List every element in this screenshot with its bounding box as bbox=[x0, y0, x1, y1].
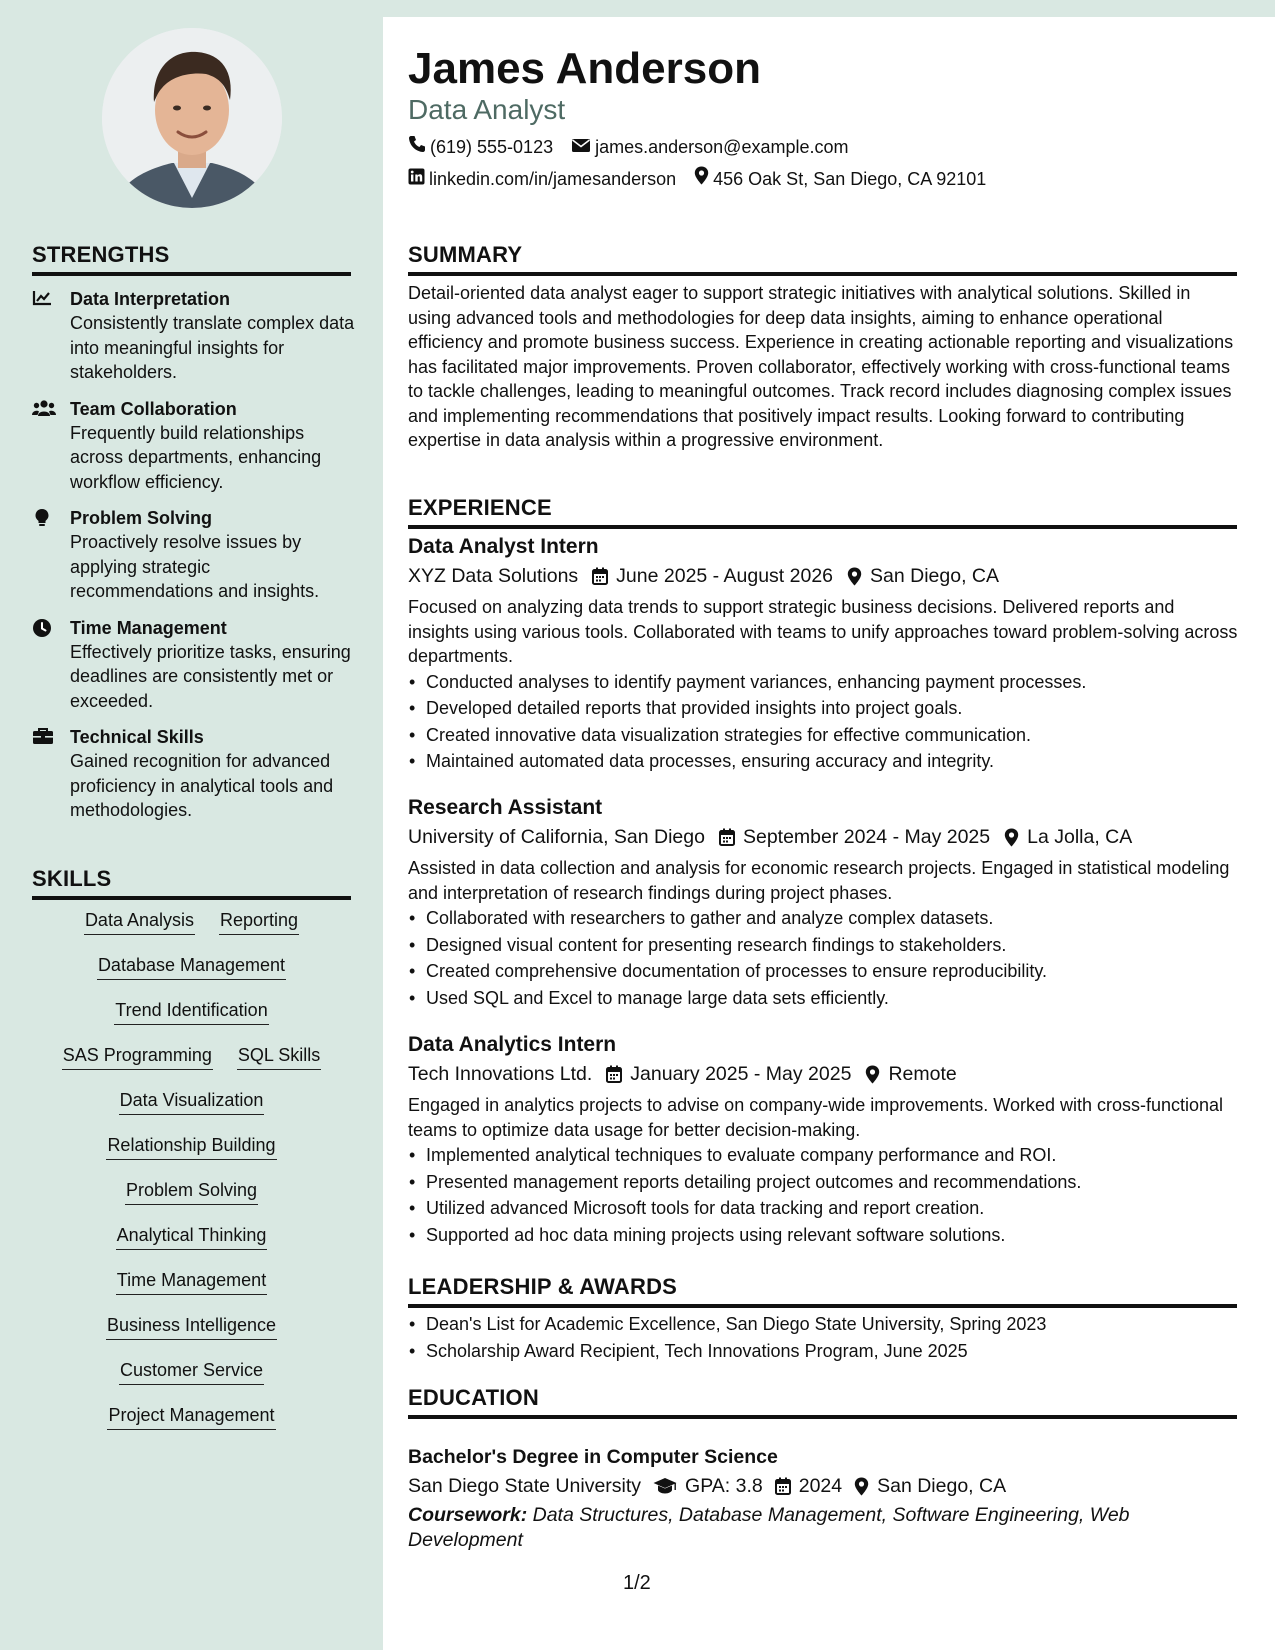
list-item: • Collaborated with researchers to gather and analyze complex datasets. bbox=[426, 905, 1238, 932]
coursework-label: Coursework: bbox=[408, 1504, 528, 1526]
skill-tag: Customer Service bbox=[119, 1358, 264, 1385]
strength-desc: Frequently build relationships across departments, enhancing workflow efficiency. bbox=[70, 422, 322, 492]
graduation-cap-icon bbox=[653, 1477, 677, 1495]
strength-item bbox=[32, 287, 357, 385]
company-name: University of California, San Diego bbox=[408, 826, 705, 848]
skill-tag: Analytical Thinking bbox=[116, 1223, 268, 1250]
job-description: Engaged in analytics projects to advise on company-wide improvements. Worked with cross-functional teams to optimize data usage for better decision-making. bbox=[408, 1095, 1224, 1140]
strength-item bbox=[32, 397, 357, 495]
skill-tag: Relationship Building bbox=[106, 1133, 276, 1160]
skill-tag: Problem Solving bbox=[125, 1178, 258, 1205]
coursework-list: Data Structures, Database Management, Software Engineering, Web Development bbox=[408, 1504, 1130, 1551]
map-marker-icon bbox=[1004, 828, 1019, 847]
candidate-name: James Anderson bbox=[408, 44, 761, 93]
envelope-icon bbox=[571, 135, 591, 159]
calendar-icon bbox=[719, 828, 735, 846]
experience-heading: EXPERIENCE bbox=[408, 495, 1237, 529]
strengths-heading: STRENGTHS bbox=[32, 242, 351, 276]
list-item: • Created comprehensive documentation of processes to ensure reproducibility. bbox=[426, 958, 1238, 985]
contact-row-2 bbox=[408, 166, 986, 191]
strengths-list bbox=[32, 287, 357, 835]
strength-item bbox=[32, 725, 357, 823]
list-item: • Utilized advanced Microsoft tools for data tracking and report creation. bbox=[426, 1195, 1238, 1222]
job-position: Data Analytics Intern bbox=[408, 1033, 617, 1056]
main-content bbox=[383, 17, 1275, 1650]
map-marker-icon bbox=[847, 567, 862, 586]
job-location: La Jolla, CA bbox=[1027, 826, 1133, 848]
map-marker-icon bbox=[694, 166, 709, 191]
job-description: Assisted in data collection and analysis for economic research projects. Engaged in statistical modeling and interpretation of research findings during project phases. bbox=[408, 858, 1230, 903]
strength-title: Time Management bbox=[70, 617, 227, 638]
gpa: GPA: 3.8 bbox=[685, 1475, 763, 1497]
skill-tag: Data Visualization bbox=[119, 1088, 265, 1115]
strength-title: Team Collaboration bbox=[70, 398, 237, 419]
job-position: Research Assistant bbox=[408, 796, 603, 819]
summary-heading: SUMMARY bbox=[408, 242, 1237, 276]
list-item: • Maintained automated data processes, ensuring accuracy and integrity. bbox=[426, 748, 1238, 775]
skill-tag: Database Management bbox=[97, 953, 286, 980]
list-item: • Used SQL and Excel to manage large data sets efficiently. bbox=[426, 985, 1238, 1012]
skill-tag: Business Intelligence bbox=[106, 1313, 277, 1340]
list-item: • Scholarship Award Recipient, Tech Innovations Program, June 2025 bbox=[426, 1338, 1238, 1365]
toolbox-icon bbox=[32, 732, 54, 749]
education-heading: EDUCATION bbox=[408, 1385, 1237, 1419]
awards-heading: LEADERSHIP & AWARDS bbox=[408, 1274, 1237, 1308]
graduation-year: 2024 bbox=[798, 1475, 843, 1497]
phone-number[interactable]: (619) 555-0123 bbox=[430, 137, 554, 157]
job-position: Data Analyst Intern bbox=[408, 535, 599, 558]
clock-icon bbox=[32, 625, 52, 642]
job-description: Focused on analyzing data trends to support strategic business decisions. Delivered reports and insights using various tools. Collaborated with teams to unify approaches toward problem-solving across departments. bbox=[408, 597, 1238, 666]
skills-heading: SKILLS bbox=[32, 866, 351, 900]
calendar-icon bbox=[606, 1065, 622, 1083]
list-item: • Implemented analytical techniques to evaluate company performance and ROI. bbox=[426, 1142, 1238, 1169]
users-icon bbox=[32, 404, 56, 421]
education-section bbox=[408, 1443, 1238, 1552]
map-marker-icon bbox=[854, 1477, 869, 1496]
job-dates: June 2025 - August 2026 bbox=[616, 565, 834, 587]
skill-tag: SQL Skills bbox=[237, 1043, 321, 1070]
strength-item bbox=[32, 506, 357, 604]
list-item: • Supported ad hoc data mining projects using relevant software solutions. bbox=[426, 1222, 1238, 1249]
skill-tag: Trend Identification bbox=[114, 998, 268, 1025]
chart-line-icon bbox=[32, 294, 52, 311]
job-location: San Diego, CA bbox=[870, 565, 1000, 587]
list-item: • Conducted analyses to identify payment variances, enhancing payment processes. bbox=[426, 669, 1238, 696]
job-bullets bbox=[408, 905, 1238, 1011]
address: 456 Oak St, San Diego, CA 92101 bbox=[713, 168, 987, 189]
job-entry bbox=[408, 1031, 1238, 1248]
strength-desc: Effectively prioritize tasks, ensuring deadlines are consistently met or exceeded. bbox=[70, 641, 351, 711]
skill-tag: Project Management bbox=[107, 1403, 275, 1430]
list-item: • Dean's List for Academic Excellence, San Diego State University, Spring 2023 bbox=[426, 1311, 1238, 1338]
job-entry bbox=[408, 533, 1238, 775]
skill-tag: Reporting bbox=[219, 908, 299, 935]
job-entry bbox=[408, 794, 1238, 1011]
school-location: San Diego, CA bbox=[877, 1475, 1007, 1497]
lightbulb-icon bbox=[32, 515, 52, 532]
job-location: Remote bbox=[888, 1063, 957, 1085]
list-item: • Developed detailed reports that provided insights into project goals. bbox=[426, 695, 1238, 722]
awards-section bbox=[408, 1311, 1238, 1364]
email-link[interactable]: james.anderson@example.com bbox=[595, 137, 849, 157]
strength-desc: Proactively resolve issues by applying strategic recommendations and insights. bbox=[70, 532, 320, 601]
strength-title: Technical Skills bbox=[70, 727, 204, 747]
coursework bbox=[408, 1503, 1238, 1552]
awards-list bbox=[408, 1311, 1238, 1364]
skill-tag: Data Analysis bbox=[84, 908, 195, 935]
job-title: Data Analyst bbox=[408, 94, 566, 125]
summary-section bbox=[408, 281, 1238, 453]
map-marker-icon bbox=[865, 1065, 880, 1084]
job-bullets bbox=[408, 1142, 1238, 1248]
skills-list bbox=[32, 908, 351, 1448]
strength-item bbox=[32, 616, 357, 714]
contact-row-1 bbox=[408, 135, 848, 159]
school-name: San Diego State University bbox=[408, 1475, 642, 1497]
company-name: Tech Innovations Ltd. bbox=[408, 1063, 593, 1085]
company-name: XYZ Data Solutions bbox=[408, 565, 579, 587]
list-item: • Created innovative data visualization strategies for effective communication. bbox=[426, 722, 1238, 749]
degree: Bachelor's Degree in Computer Science bbox=[408, 1446, 778, 1468]
strength-desc: Gained recognition for advanced proficiency in analytical tools and methodologies. bbox=[70, 751, 334, 820]
job-dates: September 2024 - May 2025 bbox=[742, 826, 991, 848]
job-dates: January 2025 - May 2025 bbox=[630, 1063, 852, 1085]
phone-icon bbox=[408, 135, 426, 159]
job-bullets bbox=[408, 669, 1238, 775]
strength-title: Problem Solving bbox=[70, 508, 213, 528]
linkedin-link[interactable]: linkedin.com/in/jamesanderson bbox=[429, 168, 677, 189]
page-number: 1/2 bbox=[623, 1572, 651, 1594]
calendar-icon bbox=[592, 567, 608, 585]
skill-tag: SAS Programming bbox=[62, 1043, 213, 1070]
calendar-icon bbox=[775, 1477, 791, 1495]
profile-photo bbox=[102, 28, 282, 208]
sidebar bbox=[0, 0, 383, 1650]
skill-tag: Time Management bbox=[116, 1268, 267, 1295]
summary-text: Detail-oriented data analyst eager to support strategic initiatives with analytical solutions. Skilled in using advanced tools and methodologies for deep data insights, aiming to enhance operational efficiency and promote business success. Experience in creating actionable reporting and visualizations has facilitated major improvements. Proven collaborator, effectively working with cross-functional teams to tackle challenges, leading to meaningful outcomes. Track record includes diagnosing complex issues and implementing recommendations that positively impact results. Looking forward to contributing expertise in data analysis within a progressive environment. bbox=[408, 283, 1234, 450]
strength-desc: Consistently translate complex data into meaningful insights for stakeholders. bbox=[70, 313, 355, 382]
list-item: • Designed visual content for presenting research findings to stakeholders. bbox=[426, 932, 1238, 959]
strength-title: Data Interpretation bbox=[70, 289, 231, 309]
list-item: • Presented management reports detailing project outcomes and recommendations. bbox=[426, 1169, 1238, 1196]
linkedin-icon bbox=[408, 167, 425, 191]
